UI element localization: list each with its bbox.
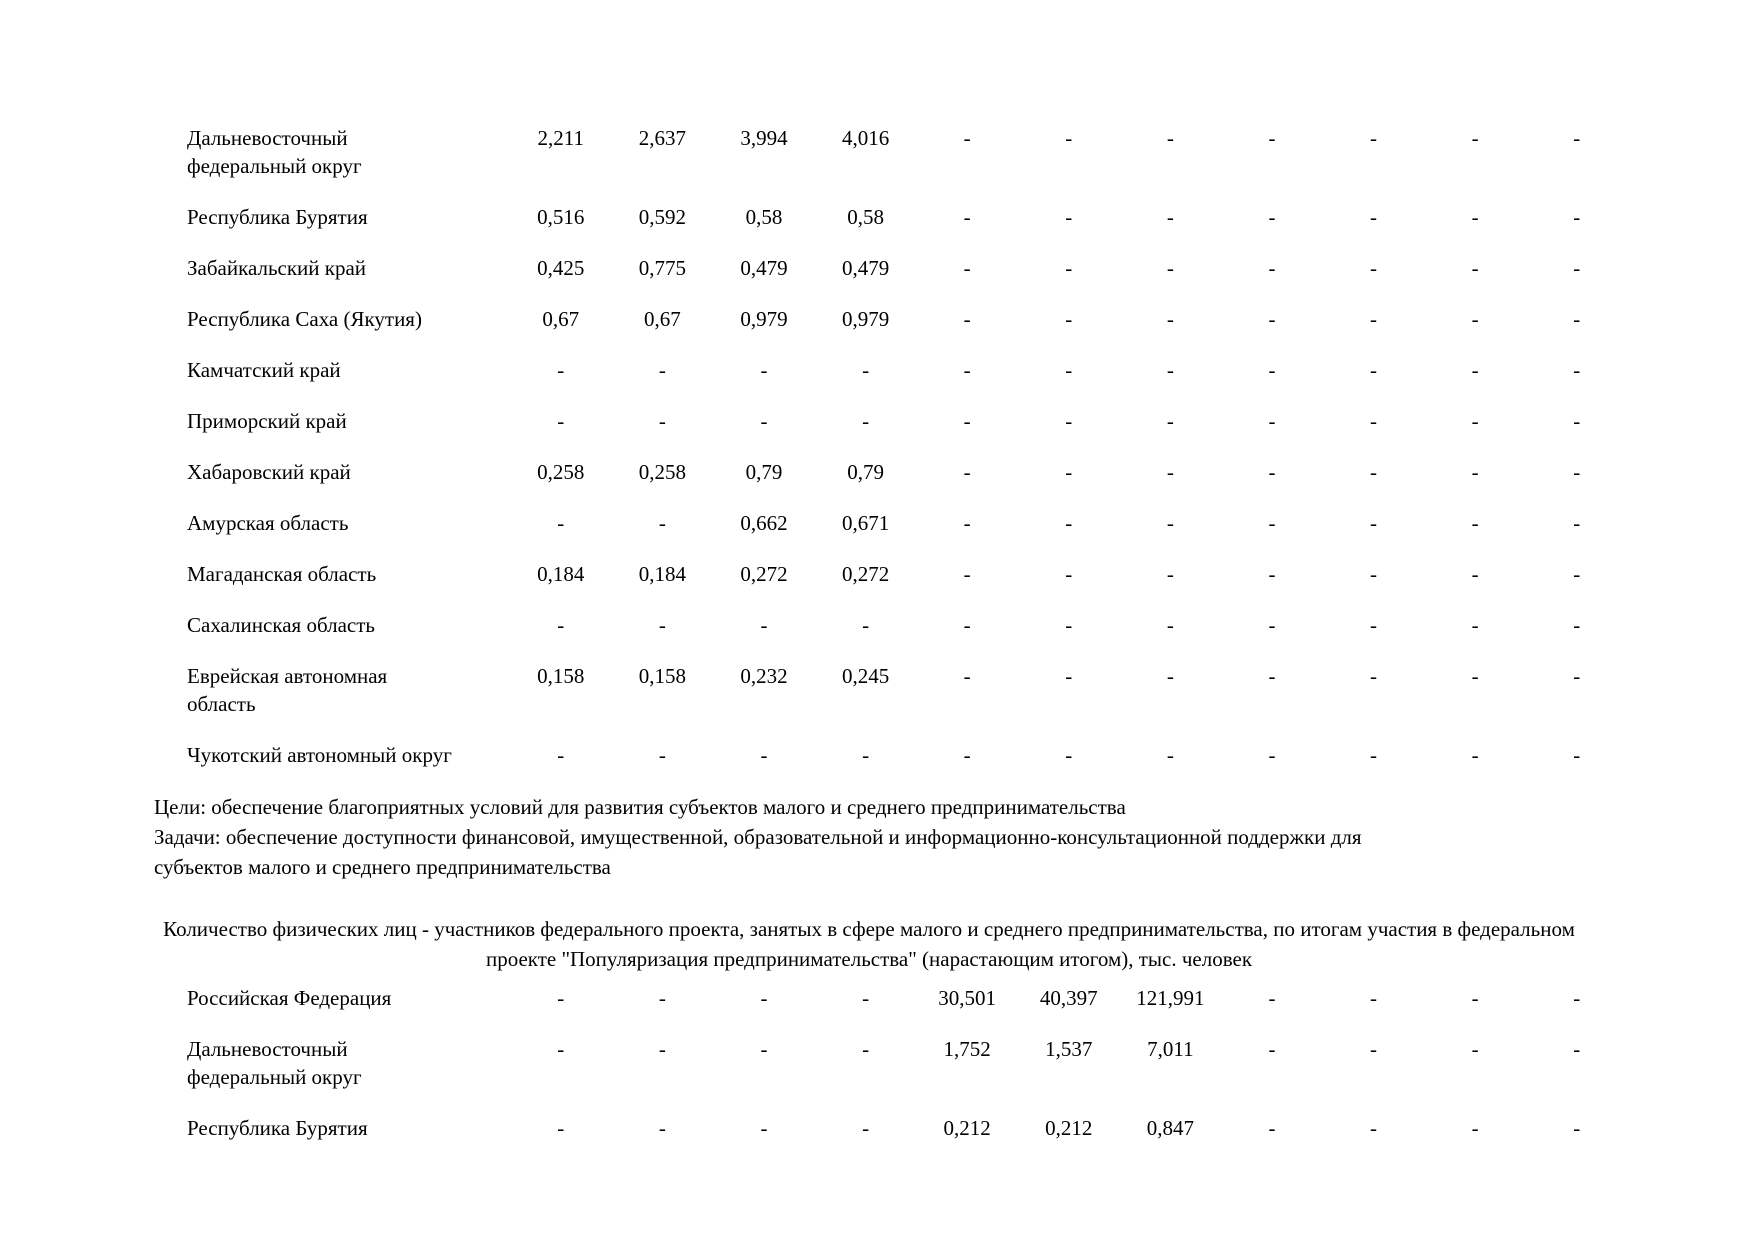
value-cell: 0,67	[542, 307, 580, 331]
value-cell: -	[658, 1116, 666, 1140]
value-cell: -	[1268, 743, 1276, 767]
value-cell: 0,258	[638, 460, 687, 484]
value-cell: -	[1166, 307, 1174, 331]
value-cell: -	[1573, 126, 1581, 150]
value-cell: 0,847	[1146, 1116, 1194, 1140]
value-cell: -	[1573, 256, 1581, 280]
value-cell: 1,537	[1045, 1037, 1093, 1061]
value-cell: -	[963, 126, 971, 150]
value-cell: 0,245	[841, 664, 890, 688]
value-cell: 0,775	[638, 256, 687, 280]
value-cell: -	[1268, 460, 1276, 484]
value-cell: -	[658, 409, 666, 433]
value-cell: -	[862, 613, 870, 637]
region-name: Забайкальский край	[187, 256, 367, 280]
value-cell: -	[862, 1116, 870, 1140]
region-name: Хабаровский край	[187, 460, 351, 484]
value-cell: 0,184	[537, 562, 585, 586]
value-cell: -	[557, 613, 565, 637]
value-cell: -	[760, 358, 768, 382]
table-row	[187, 356, 1754, 384]
region-name: Республика Саха (Якутия)	[187, 307, 422, 331]
value-cell: 121,991	[1136, 986, 1205, 1010]
value-cell: -	[557, 743, 565, 767]
value-cell: -	[1166, 743, 1174, 767]
value-cell: -	[963, 511, 971, 535]
value-cell: -	[658, 1037, 666, 1061]
value-cell: -	[1268, 205, 1276, 229]
table-row	[187, 662, 1754, 718]
value-cell: 0,979	[740, 307, 788, 331]
region-name: Амурская область	[187, 511, 349, 535]
region-name: Магаданская область	[187, 562, 377, 586]
value-cell: -	[658, 986, 666, 1010]
region-name: Приморский край	[187, 409, 347, 433]
value-cell: -	[1370, 307, 1378, 331]
value-cell: 0,258	[537, 460, 585, 484]
table-row	[187, 560, 1754, 588]
table-row	[187, 407, 1754, 435]
value-cell: -	[963, 358, 971, 382]
region-name: Сахалинская область	[187, 613, 375, 637]
region-name: Республика Бурятия	[187, 1116, 368, 1140]
value-cell: -	[1370, 1116, 1378, 1140]
value-cell: -	[1166, 256, 1174, 280]
value-cell: -	[1268, 1037, 1276, 1061]
value-cell: -	[1166, 205, 1174, 229]
region-name: Чукотский автономный округ	[187, 743, 452, 767]
value-cell: 0,79	[745, 460, 783, 484]
table-row	[187, 254, 1754, 282]
value-cell: -	[1471, 511, 1479, 535]
value-cell: -	[1268, 1116, 1276, 1140]
value-cell: -	[1065, 562, 1073, 586]
value-cell: -	[1370, 460, 1378, 484]
value-cell: -	[1471, 1116, 1479, 1140]
value-cell: 0,158	[638, 664, 687, 688]
value-cell: 0,479	[740, 256, 788, 280]
table-row	[187, 611, 1754, 639]
value-cell: -	[1065, 460, 1073, 484]
value-cell: -	[760, 1116, 768, 1140]
value-cell: -	[963, 743, 971, 767]
value-cell: 2,637	[638, 126, 687, 150]
value-cell: -	[1166, 460, 1174, 484]
indicator-table-bottom	[187, 984, 1754, 1142]
value-cell: -	[1471, 664, 1479, 688]
value-cell: -	[1268, 562, 1276, 586]
value-cell: 0,58	[847, 205, 884, 229]
value-cell: -	[1370, 1037, 1378, 1061]
value-cell: -	[1268, 409, 1276, 433]
value-cell: -	[760, 1037, 768, 1061]
value-cell: -	[862, 986, 870, 1010]
value-cell: -	[658, 511, 666, 535]
value-cell: 0,67	[644, 307, 681, 331]
value-cell: 0,425	[537, 256, 585, 280]
value-cell: -	[1166, 126, 1174, 150]
value-cell: 0,979	[841, 307, 890, 331]
value-cell: -	[1471, 409, 1479, 433]
value-cell: 3,994	[740, 126, 788, 150]
value-cell: -	[1065, 409, 1073, 433]
value-cell: -	[1268, 126, 1276, 150]
value-cell: -	[1471, 460, 1479, 484]
value-cell: -	[963, 409, 971, 433]
value-cell: 0,516	[537, 205, 585, 229]
value-cell: -	[1166, 511, 1174, 535]
value-cell: 0,671	[841, 511, 890, 535]
value-cell: -	[1268, 358, 1276, 382]
value-cell: -	[1573, 460, 1581, 484]
table-row	[187, 124, 1754, 180]
value-cell: 0,58	[745, 205, 783, 229]
value-cell: -	[1471, 307, 1479, 331]
value-cell: -	[1573, 409, 1581, 433]
value-cell: 0,479	[841, 256, 890, 280]
value-cell: -	[1268, 256, 1276, 280]
value-cell: -	[1268, 511, 1276, 535]
value-cell: -	[1065, 126, 1073, 150]
value-cell: -	[1370, 126, 1378, 150]
value-cell: -	[1370, 986, 1378, 1010]
value-cell: -	[862, 1037, 870, 1061]
value-cell: -	[1065, 511, 1073, 535]
value-cell: -	[1268, 986, 1276, 1010]
table-row	[187, 741, 1754, 769]
value-cell: -	[1471, 205, 1479, 229]
value-cell: 2,211	[537, 126, 585, 150]
value-cell: -	[1471, 613, 1479, 637]
value-cell: -	[963, 460, 971, 484]
value-cell: -	[658, 613, 666, 637]
value-cell: -	[1166, 664, 1174, 688]
value-cell: -	[1370, 743, 1378, 767]
goals-text: Цели: обеспечение благоприятных условий для развития субъектов малого и среднего предпринимательства	[154, 795, 1126, 819]
value-cell: -	[1268, 307, 1276, 331]
value-cell: -	[1065, 664, 1073, 688]
value-cell: -	[1166, 562, 1174, 586]
value-cell: -	[1573, 743, 1581, 767]
value-cell: 0,184	[638, 562, 687, 586]
value-cell: -	[1065, 256, 1073, 280]
table-row	[187, 458, 1754, 486]
value-cell: -	[963, 664, 971, 688]
value-cell: 0,232	[740, 664, 788, 688]
value-cell: -	[1065, 307, 1073, 331]
value-cell: -	[1573, 613, 1581, 637]
value-cell: -	[1370, 511, 1378, 535]
value-cell: -	[1065, 743, 1073, 767]
region-name: Камчатский край	[187, 358, 341, 382]
value-cell: -	[1573, 562, 1581, 586]
value-cell: -	[557, 511, 565, 535]
value-cell: -	[1573, 307, 1581, 331]
value-cell: -	[963, 205, 971, 229]
value-cell: -	[1268, 613, 1276, 637]
value-cell: -	[760, 613, 768, 637]
value-cell: -	[1471, 126, 1479, 150]
value-cell: -	[760, 409, 768, 433]
value-cell: 0,212	[1045, 1116, 1093, 1140]
value-cell: 0,272	[841, 562, 890, 586]
value-cell: 0,592	[638, 205, 687, 229]
value-cell: -	[1268, 664, 1276, 688]
goals-tasks-paragraph	[154, 792, 1454, 882]
table-row	[187, 1035, 1754, 1091]
value-cell: -	[1166, 409, 1174, 433]
value-cell: 0,662	[740, 511, 788, 535]
value-cell: -	[1573, 986, 1581, 1010]
value-cell: -	[1573, 358, 1581, 382]
value-cell: -	[1573, 1037, 1581, 1061]
value-cell: 0,158	[537, 664, 585, 688]
value-cell: -	[1370, 613, 1378, 637]
value-cell: -	[1471, 562, 1479, 586]
table-row	[187, 305, 1754, 333]
indicator-table-top	[187, 124, 1754, 769]
value-cell: -	[1471, 986, 1479, 1010]
value-cell: -	[658, 743, 666, 767]
value-cell: 0,272	[740, 562, 788, 586]
value-cell: -	[1573, 1116, 1581, 1140]
value-cell: -	[760, 986, 768, 1010]
value-cell: -	[862, 743, 870, 767]
value-cell: -	[557, 986, 565, 1010]
table-row	[187, 509, 1754, 537]
region-name: Дальневосточный федеральный округ	[187, 126, 362, 178]
value-cell: 30,501	[938, 986, 997, 1010]
value-cell: -	[963, 256, 971, 280]
value-cell: -	[557, 409, 565, 433]
value-cell: -	[1370, 205, 1378, 229]
table-row	[187, 203, 1754, 231]
table-row	[187, 1114, 1754, 1142]
value-cell: 4,016	[841, 126, 890, 150]
value-cell: -	[557, 1116, 565, 1140]
value-cell: -	[1065, 613, 1073, 637]
region-name: Российская Федерация	[187, 986, 392, 1010]
value-cell: -	[963, 307, 971, 331]
value-cell: -	[1065, 205, 1073, 229]
value-cell: 0,79	[847, 460, 884, 484]
value-cell: -	[862, 358, 870, 382]
value-cell: -	[963, 562, 971, 586]
value-cell: -	[1065, 358, 1073, 382]
value-cell: -	[1370, 664, 1378, 688]
region-name: Республика Бурятия	[187, 205, 368, 229]
value-cell: 1,752	[943, 1037, 991, 1061]
value-cell: -	[1370, 358, 1378, 382]
value-cell: -	[760, 743, 768, 767]
value-cell: -	[658, 358, 666, 382]
region-name: Дальневосточный федеральный округ	[187, 1037, 362, 1089]
value-cell: -	[1471, 256, 1479, 280]
value-cell: -	[1166, 613, 1174, 637]
value-cell: -	[557, 1037, 565, 1061]
value-cell: -	[1370, 562, 1378, 586]
value-cell: 40,397	[1039, 986, 1098, 1010]
value-cell: -	[1573, 205, 1581, 229]
value-cell: -	[1166, 358, 1174, 382]
value-cell: -	[963, 613, 971, 637]
value-cell: -	[1471, 358, 1479, 382]
value-cell: -	[1370, 256, 1378, 280]
value-cell: -	[1370, 409, 1378, 433]
value-cell: -	[557, 358, 565, 382]
value-cell: -	[1471, 1037, 1479, 1061]
value-cell: -	[1573, 664, 1581, 688]
value-cell: -	[1471, 743, 1479, 767]
table-row	[187, 984, 1754, 1012]
value-cell: 7,011	[1147, 1037, 1194, 1061]
section-heading: Количество физических лиц - участников федерального проекта, занятых в сфере малого и среднего предпринимательства, по итогам участия в федеральном проекте "Популяризация предпринимательства" (нарастающим итогом), тыс. человек	[163, 917, 1575, 971]
value-cell: -	[1573, 511, 1581, 535]
region-name: Еврейская автономная область	[187, 664, 388, 716]
value-cell: 0,212	[943, 1116, 991, 1140]
value-cell: -	[862, 409, 870, 433]
tasks-text: Задачи: обеспечение доступности финансовой, имущественной, образовательной и информационно-консультационной поддержки для субъектов малого и среднего предпринимательства	[154, 825, 1362, 879]
